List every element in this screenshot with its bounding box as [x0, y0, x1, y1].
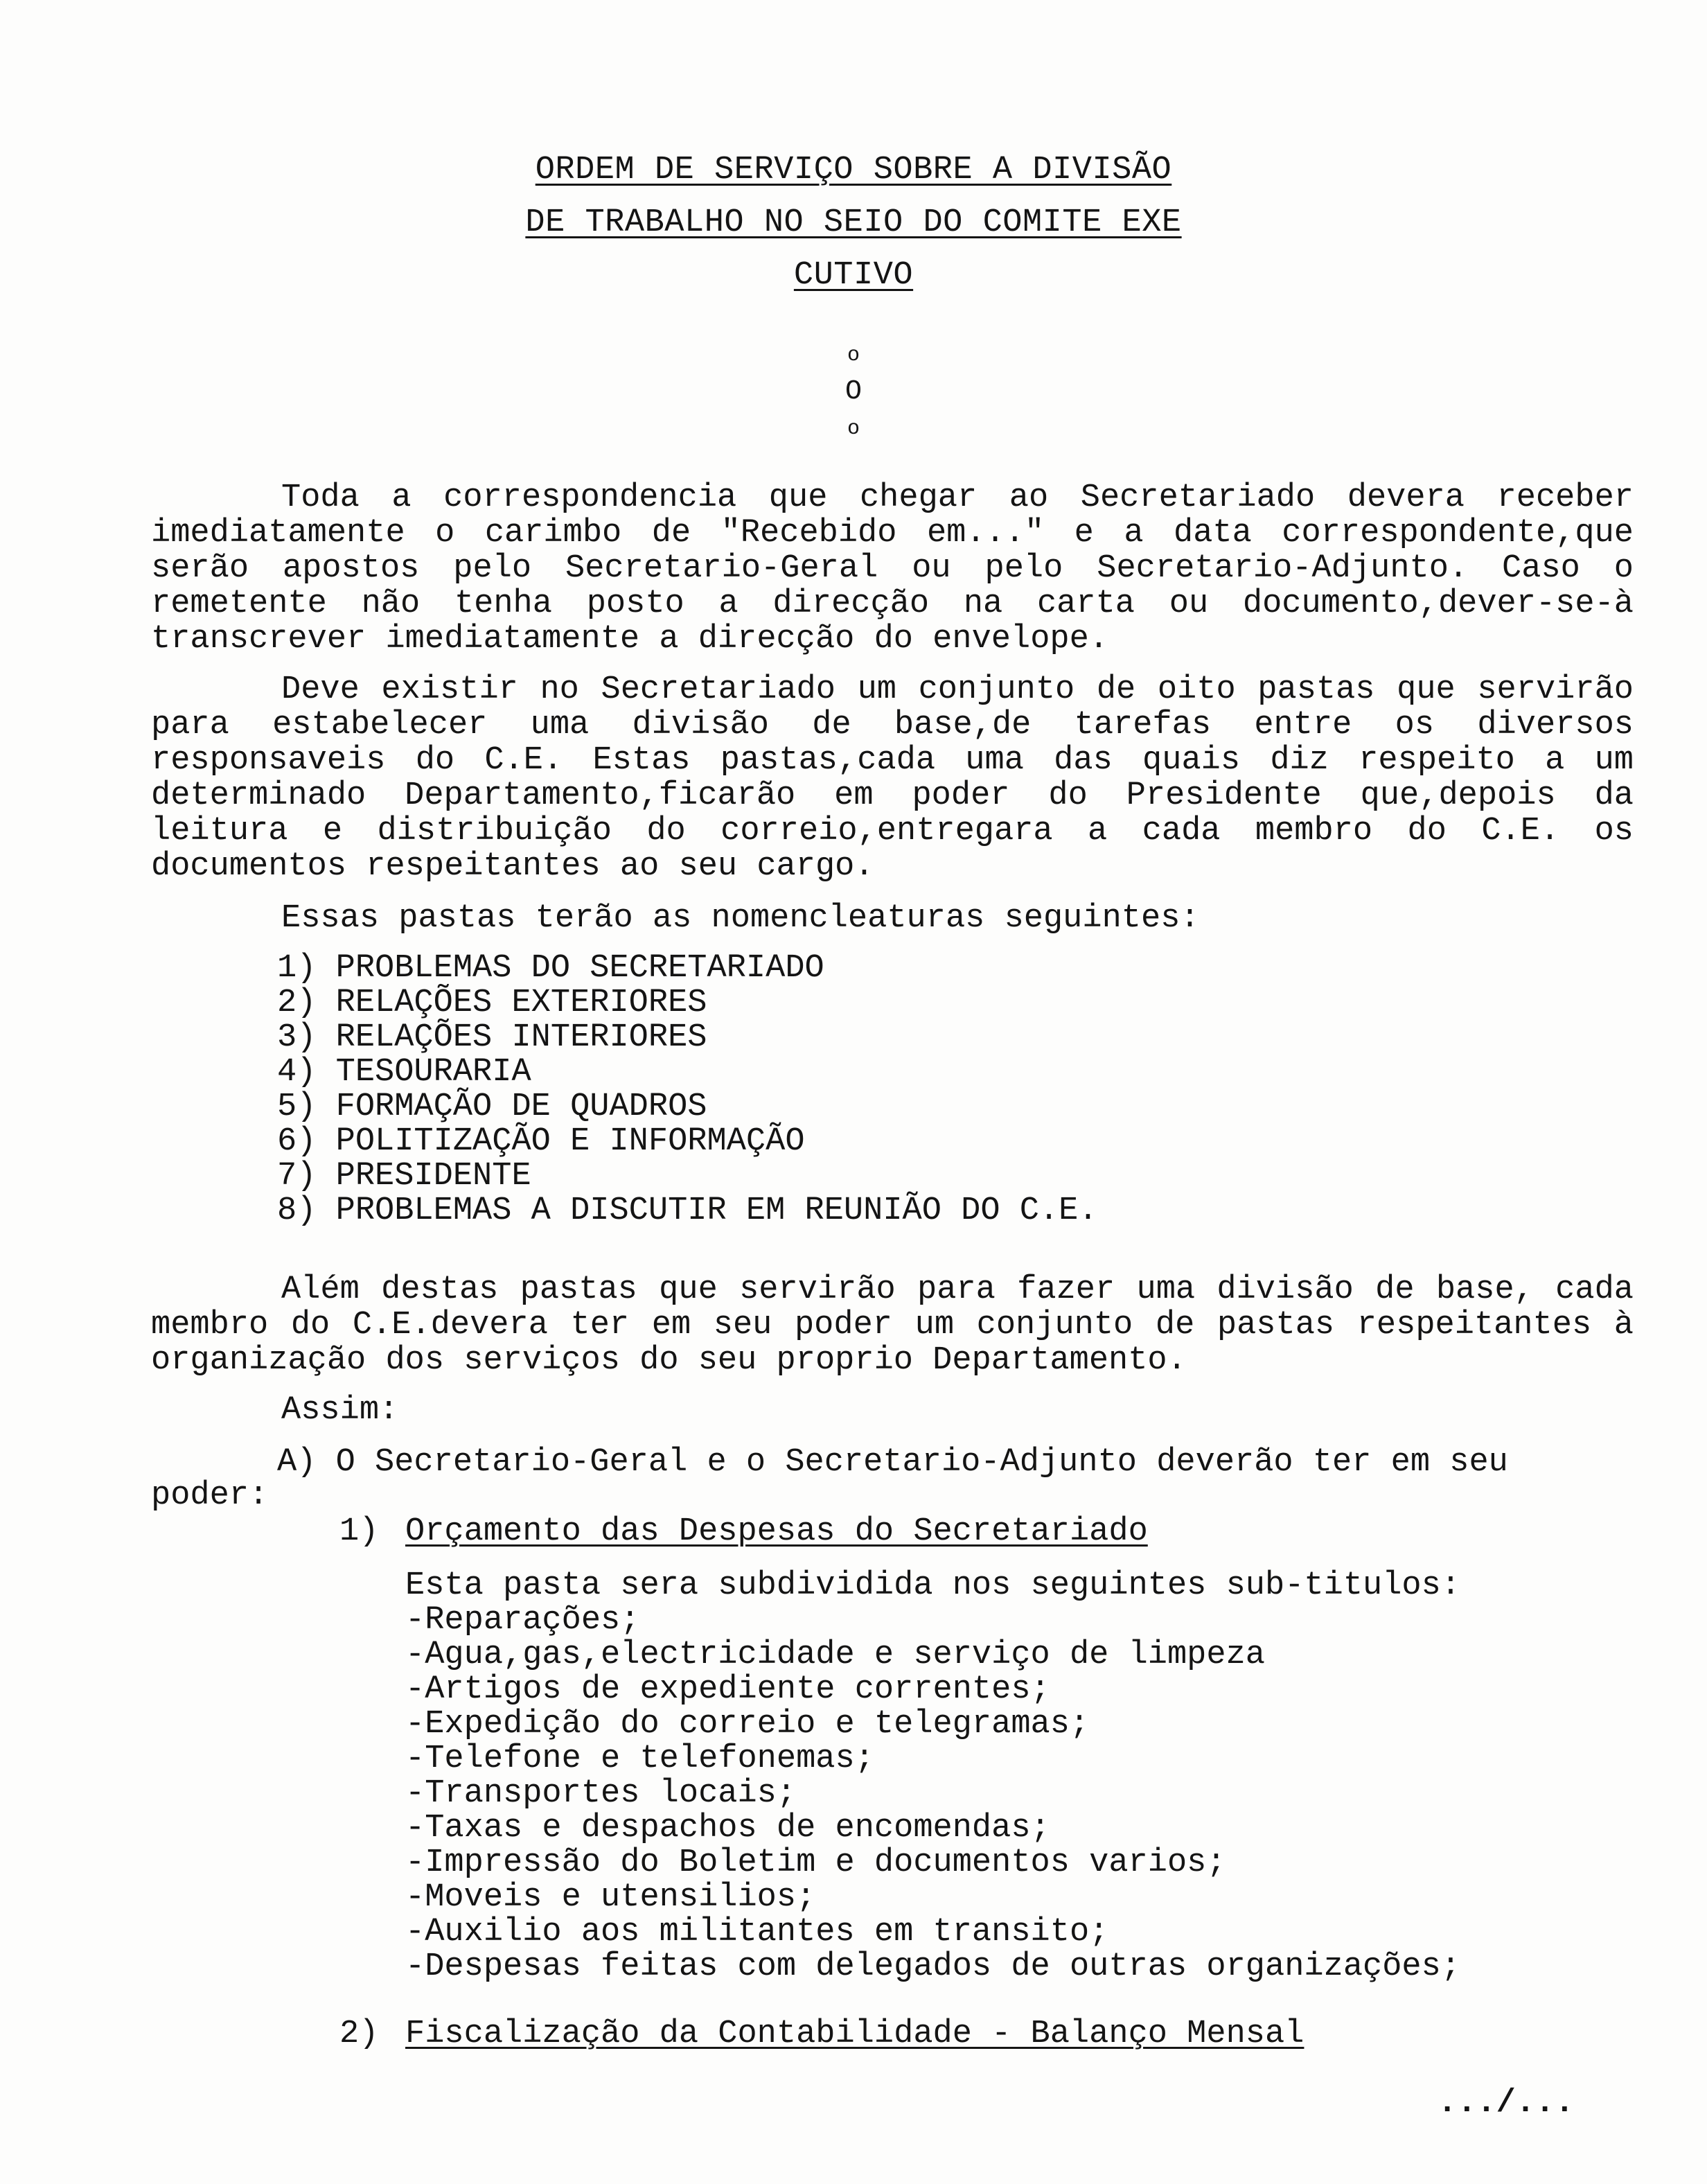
title-line-3: CUTIVO	[793, 257, 914, 294]
pasta-item: 2) RELAÇÕES EXTERIORES	[277, 985, 707, 1021]
item-1-number: 1)	[339, 1513, 379, 1550]
subtitle-item: -Auxilio aos militantes em transito;	[405, 1914, 1109, 1950]
subtitle-item: -Taxas e despachos de encomendas;	[405, 1810, 1050, 1847]
subtitle-item: -Telefone e telefonemas;	[405, 1741, 874, 1777]
item-1-heading: Orçamento das Despesas do Secretariado	[405, 1513, 1148, 1550]
ornament-bottom: o	[847, 417, 860, 441]
continuation-marker: .../...	[1438, 2085, 1575, 2122]
pasta-item: 3) RELAÇÕES INTERIORES	[277, 1019, 707, 1056]
pasta-item: 7) PRESIDENTE	[277, 1158, 531, 1195]
pasta-item: 4) TESOURARIA	[277, 1054, 531, 1091]
ornament-middle: O	[844, 376, 862, 407]
subtitle-item: -Impressão do Boletim e documentos varios;	[405, 1844, 1226, 1881]
subtitle-item: -Transportes locais;	[405, 1775, 797, 1812]
section-a-line-2: poder:	[151, 1477, 269, 1514]
item-2-number: 2)	[339, 2016, 379, 2052]
item-1-intro: Esta pasta sera subdividida nos seguintes sub-titulos:	[405, 1567, 1461, 1604]
paragraph-nomenclature-intro: Essas pastas terão as nomencleaturas seguintes:	[281, 900, 1200, 937]
title-line-2: DE TRABALHO NO SEIO DO COMITE EXE	[525, 204, 1182, 241]
paragraph-department-folders: Além destas pastas que servirão para fazer uma divisão de base, cada membro do C.E.devera ter em seu poder um conjunto de pastas respeitantes à organização dos serviços do seu proprio Departamento.	[151, 1271, 1634, 1379]
paragraph-correspondence: Toda a correspondencia que chegar ao Secretariado devera receber imediatamente o carimbo de "Recebido em..." e a data correspondente,que serão apostos pelo Secretario-Geral ou pelo Secretario-Adjunto. Caso o remetente não tenha posto a direcção na carta ou documento,dever-se-à transcrever imediatamente a direcção do envelope.	[151, 479, 1634, 658]
paragraph-pastas: Deve existir no Secretariado um conjunto de oito pastas que servirão para estabelecer uma divisão de base,de tarefas entre os diversos responsaveis do C.E. Estas pastas,cada uma das quais diz respeito a um determinado Departamento,ficarão em poder do Presidente que,depois da leitura e distribuição do correio,entregara a cada membro do C.E. os documentos respeitantes ao seu cargo.	[151, 671, 1634, 885]
subtitle-item: -Expedição do correio e telegramas;	[405, 1706, 1090, 1743]
subtitle-item: -Despesas feitas com delegados de outras organizações;	[405, 1948, 1461, 1985]
subtitle-item: -Artigos de expediente correntes;	[405, 1671, 1050, 1708]
pasta-item: 6) POLITIZAÇÃO E INFORMAÇÃO	[277, 1123, 805, 1160]
subtitle-item: -Moveis e utensilios;	[405, 1879, 816, 1916]
item-2-heading: Fiscalização da Contabilidade - Balanço Mensal	[405, 2016, 1304, 2052]
ornament-top: o	[847, 344, 860, 367]
subtitle-item: -Reparações;	[405, 1602, 640, 1639]
pasta-item: 1) PROBLEMAS DO SECRETARIADO	[277, 950, 824, 987]
title-line-1: ORDEM DE SERVIÇO SOBRE A DIVISÃO	[535, 152, 1172, 188]
paragraph-assim: Assim:	[281, 1392, 399, 1429]
section-a-line-1: A) O Secretario-Geral e o Secretario-Adjunto deverão ter em seu	[277, 1444, 1508, 1481]
pasta-item: 8) PROBLEMAS A DISCUTIR EM REUNIÃO DO C.E.	[277, 1192, 1098, 1229]
subtitle-item: -Agua,gas,electricidade e serviço de limpeza	[405, 1637, 1266, 1673]
pasta-item: 5) FORMAÇÃO DE QUADROS	[277, 1089, 707, 1125]
